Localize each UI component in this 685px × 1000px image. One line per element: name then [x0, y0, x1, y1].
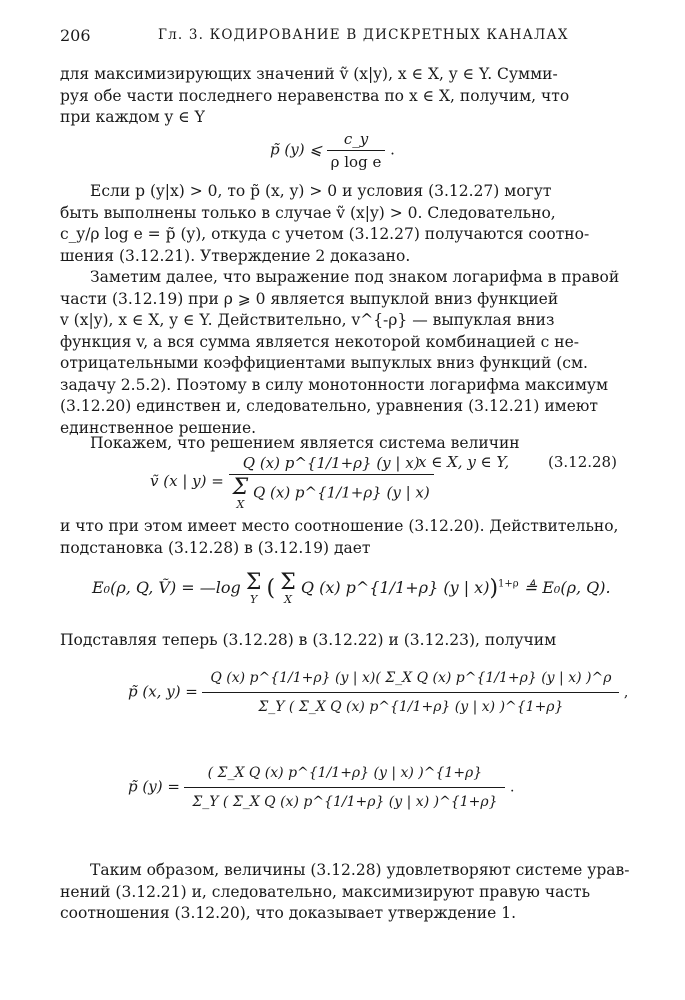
- eq-numerator: Q (x) p^{1/1+ρ} (y | x)( Σ_X Q (x) p^{1/1+ρ} (y | x) )^ρ: [202, 670, 619, 693]
- eq-condition: x ∈ X, y ∈ Y,: [418, 453, 510, 471]
- paragraph-5: [60, 516, 619, 559]
- eq-tail: .: [509, 779, 515, 796]
- eq-tail: ,: [623, 684, 629, 701]
- eq-denominator: Σ_Y ( Σ_X Q (x) p^{1/1+ρ} (y | x) )^{1+ρ}: [258, 699, 564, 715]
- eq-numerator: Q (x) p^{1/1+ρ} (y | x): [229, 454, 434, 475]
- text-line: задачу 2.5.2). Поэтому в силу монотонности логарифма максимум: [60, 375, 609, 394]
- equation-pxy: [128, 670, 628, 715]
- text-line: части (3.12.19) при ρ ⩾ 0 является выпуклой вниз функцией: [60, 289, 559, 308]
- equation-inequality: [270, 130, 395, 171]
- running-title: Гл. 3. КОДИРОВАНИЕ В ДИСКРЕТНЫХ КАНАЛАХ: [158, 27, 569, 43]
- eq-denominator: ρ log e: [330, 153, 382, 171]
- text-line: Таким образом, величины (3.12.28) удовлетворяют системе урав-: [90, 861, 630, 879]
- paragraph-3: [60, 267, 620, 439]
- paragraph-2: [60, 181, 615, 267]
- eq-tail: .: [390, 140, 395, 159]
- eq-inner: Q (x) p^{1/1+ρ} (y | x): [300, 578, 490, 597]
- text-line: подстановка (3.12.28) в (3.12.19) дает: [60, 538, 371, 557]
- equation-label: (3.12.28): [548, 453, 617, 471]
- eq-fraction: [184, 765, 505, 810]
- eq-denominator-term: Q (x) p^{1/1+ρ} (y | x): [252, 483, 430, 502]
- sum-index: X: [236, 498, 245, 511]
- text-line: шения (3.12.21). Утверждение 2 доказано.: [60, 246, 411, 265]
- eq-rhs: ≜ E₀(ρ, Q).: [523, 578, 611, 597]
- text-line: v (x|y), x ∈ X, y ∈ Y. Действительно, v^{-ρ} — выпуклая вниз: [60, 311, 555, 329]
- paragraph-7: [60, 860, 630, 925]
- equation-3-12-28: [150, 454, 434, 510]
- text-line: соотношения (3.12.20), что доказывает утверждение 1.: [60, 904, 517, 922]
- page-number: 206: [60, 26, 91, 45]
- text-line: единственное решение.: [60, 418, 257, 437]
- text-line: (3.12.20) единствен и, следовательно, уравнения (3.12.21) имеют: [60, 397, 598, 415]
- text-line: и что при этом имеет место соотношение (3.12.20). Действительно,: [60, 517, 619, 535]
- eq-lhs: E₀(ρ, Q, Ṽ) = —log: [92, 578, 241, 597]
- text-line: при каждом y ∈ Y: [60, 108, 205, 126]
- text-line: Заметим далее, что выражение под знаком логарифма в правой: [90, 268, 620, 286]
- text-line: c_y/ρ log e = p̃ (y), откуда с учетом (3.12.27) получаются соотно-: [60, 225, 590, 243]
- eq-denominator: Σ_Y ( Σ_X Q (x) p^{1/1+ρ} (y | x) )^{1+ρ}: [192, 794, 498, 810]
- paragraph-4: [60, 433, 615, 455]
- sum-symbol: Σ X: [232, 475, 249, 511]
- equation-py: [128, 765, 514, 810]
- sum-symbol: Σ X: [280, 570, 296, 606]
- text-line: Покажем, что решением является система величин: [90, 434, 520, 452]
- text-line: Если p (y|x) > 0, то p̃ (x, y) > 0 и условия (3.12.27) могут: [90, 182, 552, 200]
- page-header: [60, 26, 620, 46]
- eq-lhs: p̃ (y) =: [128, 777, 180, 796]
- eq-lhs: p̃ (x, y) =: [128, 682, 198, 701]
- text-line: быть выполнены только в случае ṽ (x|y) > 0. Следовательно,: [60, 203, 556, 222]
- text-line: функция v, а вся сумма является некоторой комбинацией с не-: [60, 332, 580, 351]
- eq-power: 1+ρ: [498, 578, 519, 590]
- text-line: для максимизирующих значений ṽ (x|y), x ∈ X, y ∈ Y. Сумми-: [60, 65, 558, 83]
- text-line: отрицательными коэффициентами выпуклых вниз функций (см.: [60, 354, 588, 372]
- eq-denominator: [229, 475, 434, 510]
- paragraph-1: [60, 64, 615, 129]
- eq-numerator: c_y: [327, 130, 386, 151]
- equation-E0: E₀(ρ, Q, Ṽ) = —log Σ Y ( Σ X Q (x) p^{1/1+ρ} (y | x))$^{1+\rho}$ ≜ E₀(ρ, Q).: [92, 570, 611, 606]
- sum-symbol: Σ Y: [245, 570, 262, 606]
- paragraph-6: [60, 630, 615, 652]
- eq-fraction: [202, 670, 619, 715]
- eq-fraction: [327, 130, 386, 171]
- eq-lhs: p̃ (y) ⩽: [270, 140, 322, 159]
- eq-fraction: [229, 454, 434, 510]
- eq-lhs: ṽ (x | y) =: [150, 472, 224, 490]
- eq-numerator: ( Σ_X Q (x) p^{1/1+ρ} (y | x) )^{1+ρ}: [184, 765, 505, 788]
- text-line: руя обе части последнего неравенства по x ∈ X, получим, что: [60, 86, 570, 105]
- text-line: Подставляя теперь (3.12.28) в (3.12.22) и (3.12.23), получим: [60, 631, 557, 649]
- text-line: нений (3.12.21) и, следовательно, максимизируют правую часть: [60, 882, 591, 901]
